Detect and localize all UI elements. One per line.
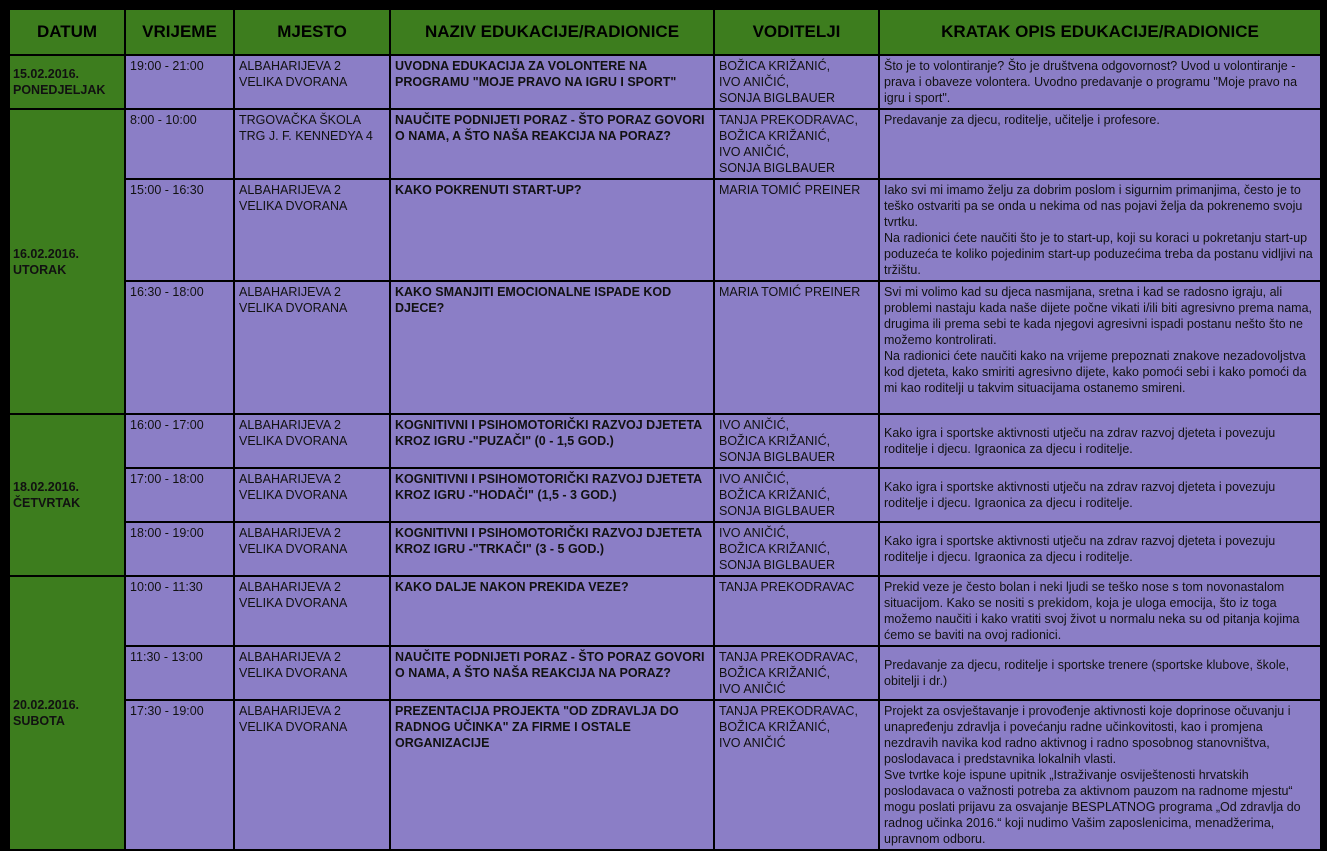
title-cell: NAUČITE PODNIJETI PORAZ - ŠTO PORAZ GOVORI O NAMA, A ŠTO NAŠA REAKCIJA NA PORAZ? <box>390 109 714 179</box>
leaders-cell: TANJA PREKODRAVAC, BOŽICA KRIŽANIĆ, IVO ANIČIĆ <box>714 646 879 700</box>
place-cell: ALBAHARIJEVA 2 VELIKA DVORANA <box>234 55 390 109</box>
table-row <box>9 281 1321 414</box>
title-cell: PREZENTACIJA PROJEKTA "OD ZDRAVLJA DO RADNOG UČINKA" ZA FIRME I OSTALE ORGANIZACIJE <box>390 700 714 850</box>
header-vrijeme: VRIJEME <box>125 9 234 55</box>
description-cell: Svi mi volimo kad su djeca nasmijana, sretna i kad se radosno igraju, ali problemi nastaju kada naše dijete počne vikati i/ili biti agresivno prema nama, drugima ili prema sebi te kada njegovi agresivni ispadi postanu nešto što ne možemo kontrolirati. Na radionici ćete naučiti kako na vrijeme prepoznati znakove nezadovoljstva kod djeteta, kako smiriti agresivno dijete, kako pomoći sebi i kako pomoći da mi kao roditelji u takvim situacijama ostanemo smireni. <box>879 281 1321 414</box>
header-row <box>9 9 1321 55</box>
table-row <box>9 468 1321 522</box>
date-cell <box>9 55 125 109</box>
description-cell: Kako igra i sportske aktivnosti utječu na zdrav razvoj djeteta i povezuju roditelje i djecu. Igraonica za djecu i roditelje. <box>879 414 1321 468</box>
description-cell: Projekt za osvještavanje i provođenje aktivnosti koje doprinose očuvanju i unapređenju zdravlja i povećanju radne učinkovitosti, kao i promjena nezdravih navika kod radno aktivnog i radno sposobnog stanovništva, poslodavaca i predstavnika lokalnih vlasti. Sve tvrtke koje ispune upitnik „Istraživanje osviještenosti hrvatskih poslodavaca o važnosti potreba za aktivnom pauzom na radnome mjestu“ mogu poslati prijavu za osvajanje BESPLATNOG programa „Od zdravlja do radnog učinka 2016.“ koji nudimo Vašim zaposlenicima, menadžerima, upravnom odboru. <box>879 700 1321 850</box>
place-cell: ALBAHARIJEVA 2 VELIKA DVORANA <box>234 576 390 646</box>
time-cell: 19:00 - 21:00 <box>125 55 234 109</box>
leaders-cell: TANJA PREKODRAVAC <box>714 576 879 646</box>
date-cell <box>9 109 125 414</box>
table-row <box>9 55 1321 109</box>
table-row <box>9 109 1321 179</box>
place-cell: ALBAHARIJEVA 2 VELIKA DVORANA <box>234 468 390 522</box>
header-datum: DATUM <box>9 9 125 55</box>
table-row <box>9 414 1321 468</box>
time-cell: 17:30 - 19:00 <box>125 700 234 850</box>
date-text: 15.02.2016. <box>13 67 80 81</box>
time-cell: 11:30 - 13:00 <box>125 646 234 700</box>
leaders-cell: MARIA TOMIĆ PREINER <box>714 179 879 281</box>
header-mjesto: MJESTO <box>234 9 390 55</box>
title-cell: KAKO SMANJITI EMOCIONALNE ISPADE KOD DJECE? <box>390 281 714 414</box>
date-text: 20.02.2016. <box>13 698 80 712</box>
weekday-text: SUBOTA <box>13 714 65 728</box>
title-cell: KAKO POKRENUTI START-UP? <box>390 179 714 281</box>
weekday-text: PONEDJELJAK <box>13 83 106 97</box>
title-cell: KAKO DALJE NAKON PREKIDA VEZE? <box>390 576 714 646</box>
header-naziv: NAZIV EDUKACIJE/RADIONICE <box>390 9 714 55</box>
place-cell: ALBAHARIJEVA 2 VELIKA DVORANA <box>234 522 390 576</box>
leaders-cell: IVO ANIČIĆ, BOŽICA KRIŽANIĆ, SONJA BIGLBAUER <box>714 468 879 522</box>
description-cell: Prekid veze je često bolan i neki ljudi se teško nose s tom novonastalom situacijom. Kako se nositi s prekidom, koja je uloga emocija, što iz toga možemo naučiti i kako vratiti svoj život u normalu neka su od pitanja kojima ćemo se baviti na ovoj radionici. <box>879 576 1321 646</box>
header-voditelji: VODITELJI <box>714 9 879 55</box>
table-row <box>9 700 1321 850</box>
leaders-cell: IVO ANIČIĆ, BOŽICA KRIŽANIĆ, SONJA BIGLBAUER <box>714 414 879 468</box>
description-cell: Što je to volontiranje? Što je društvena odgovornost? Uvod u volontiranje - prava i obaveze volontera. Uvodno predavanje o programu "Moje pravo na igru i sport". <box>879 55 1321 109</box>
time-cell: 16:00 - 17:00 <box>125 414 234 468</box>
time-cell: 8:00 - 10:00 <box>125 109 234 179</box>
leaders-cell: IVO ANIČIĆ, BOŽICA KRIŽANIĆ, SONJA BIGLBAUER <box>714 522 879 576</box>
place-cell: ALBAHARIJEVA 2 VELIKA DVORANA <box>234 414 390 468</box>
weekday-text: ČETVRTAK <box>13 496 81 510</box>
table-row <box>9 576 1321 646</box>
weekday-text: UTORAK <box>13 262 67 277</box>
title-cell: KOGNITIVNI I PSIHOMOTORIČKI RAZVOJ DJETETA KROZ IGRU -"PUZAČI" (0 - 1,5 GOD.) <box>390 414 714 468</box>
header-opis: KRATAK OPIS EDUKACIJE/RADIONICE <box>879 9 1321 55</box>
leaders-cell: MARIA TOMIĆ PREINER <box>714 281 879 414</box>
description-cell: Kako igra i sportske aktivnosti utječu na zdrav razvoj djeteta i povezuju roditelje i djecu. Igraonica za djecu i roditelje. <box>879 468 1321 522</box>
place-cell: ALBAHARIJEVA 2 VELIKA DVORANA <box>234 281 390 414</box>
date-cell <box>9 576 125 850</box>
description-cell: Predavanje za djecu, roditelje, učitelje i profesore. <box>879 109 1321 179</box>
time-cell: 18:00 - 19:00 <box>125 522 234 576</box>
time-cell: 16:30 - 18:00 <box>125 281 234 414</box>
time-cell: 15:00 - 16:30 <box>125 179 234 281</box>
description-cell: Predavanje za djecu, roditelje i sportske trenere (sportske klubove, škole, obitelji i dr.) <box>879 646 1321 700</box>
time-cell: 17:00 - 18:00 <box>125 468 234 522</box>
leaders-cell: BOŽICA KRIŽANIĆ, IVO ANIČIĆ, SONJA BIGLBAUER <box>714 55 879 109</box>
leaders-cell: TANJA PREKODRAVAC, BOŽICA KRIŽANIĆ, IVO ANIČIĆ, SONJA BIGLBAUER <box>714 109 879 179</box>
title-cell: NAUČITE PODNIJETI PORAZ - ŠTO PORAZ GOVORI O NAMA, A ŠTO NAŠA REAKCIJA NA PORAZ? <box>390 646 714 700</box>
place-cell: TRGOVAČKA ŠKOLA TRG J. F. KENNEDYA 4 <box>234 109 390 179</box>
description-cell: Kako igra i sportske aktivnosti utječu na zdrav razvoj djeteta i povezuju roditelje i djecu. Igraonica za djecu i roditelje. <box>879 522 1321 576</box>
place-cell: ALBAHARIJEVA 2 VELIKA DVORANA <box>234 179 390 281</box>
place-cell: ALBAHARIJEVA 2 VELIKA DVORANA <box>234 700 390 850</box>
table-row <box>9 646 1321 700</box>
date-text: 18.02.2016. <box>13 480 80 494</box>
description-cell: Iako svi mi imamo želju za dobrim poslom i sigurnim primanjima, često je to teško ostvariti pa se onda u nekima od nas pojavi želja da pokrenemo svoju tvrtku. Na radionici ćete naučiti što je to start-up, koji su koraci u pokretanju start-up poduzeća te koliko pojedinim start-up poduzećima treba da postanu vidljivi na tržištu. <box>879 179 1321 281</box>
title-cell: UVODNA EDUKACIJA ZA VOLONTERE NA PROGRAMU "MOJE PRAVO NA IGRU I SPORT" <box>390 55 714 109</box>
leaders-cell: TANJA PREKODRAVAC, BOŽICA KRIŽANIĆ, IVO ANIČIĆ <box>714 700 879 850</box>
table-row <box>9 522 1321 576</box>
time-cell: 10:00 - 11:30 <box>125 576 234 646</box>
date-cell <box>9 414 125 576</box>
place-cell: ALBAHARIJEVA 2 VELIKA DVORANA <box>234 646 390 700</box>
table-row <box>9 179 1321 281</box>
schedule-table <box>8 8 1322 851</box>
title-cell: KOGNITIVNI I PSIHOMOTORIČKI RAZVOJ DJETETA KROZ IGRU -"TRKAČI" (3 - 5 GOD.) <box>390 522 714 576</box>
date-text: 16.02.2016. <box>13 246 80 261</box>
title-cell: KOGNITIVNI I PSIHOMOTORIČKI RAZVOJ DJETETA KROZ IGRU -"HODAČI" (1,5 - 3 GOD.) <box>390 468 714 522</box>
